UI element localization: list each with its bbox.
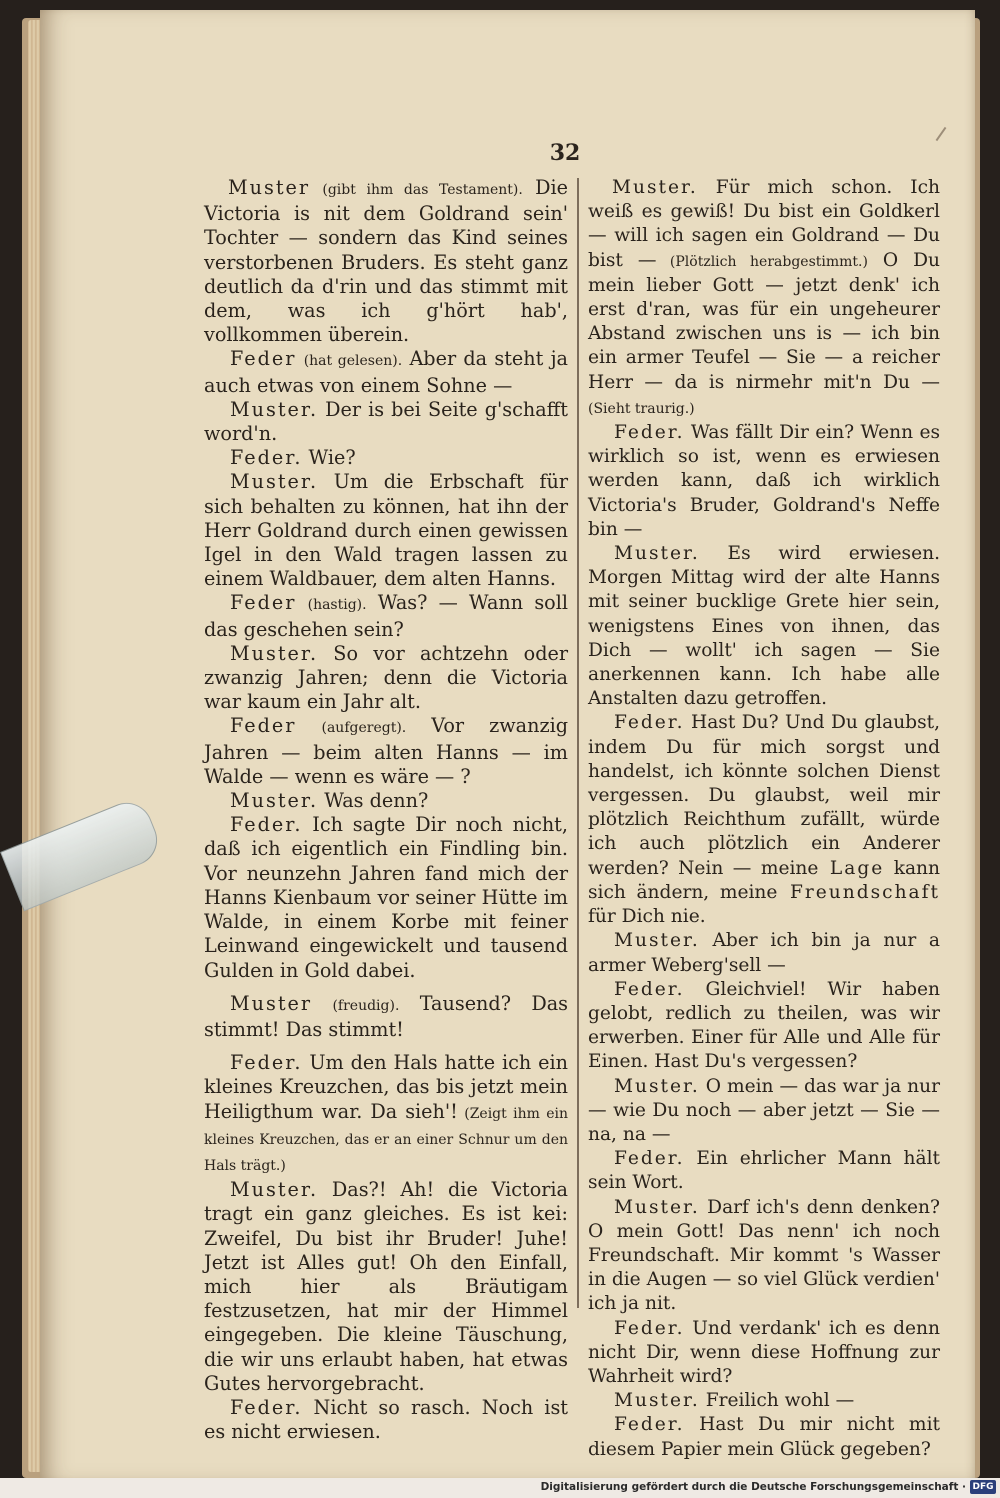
speaker: Muster. [614, 1075, 700, 1097]
speaker: Feder. [614, 712, 685, 734]
speaker: Feder. [614, 422, 685, 444]
speaker: Feder. [230, 1051, 303, 1075]
line-text: O Du mein lieber Gott — jetzt denk' ich erst d'ran, was für ein ungeheurer Abstand zwischen uns is — ich bin ein armer Teufel — Sie — a reicher Herr — da is nirmehr mit'n Du — [588, 249, 940, 393]
speaker: Muster [230, 991, 313, 1015]
stage-direction: (Sieht traurig.) [588, 400, 695, 417]
dialogue-line [204, 642, 568, 715]
dialogue-line [204, 714, 568, 789]
line-text: Darf ich's denn denken? O mein Gott! Das nenn' ich noch Freundschaft. Mir kommt 's Wasser in die Augen — so viel Glück verdien' ich ja nit. [588, 1196, 940, 1315]
line-text: Die Victoria is nit dem Goldrand sein' Tochter — sondern das Kind seines verstorbenen Bruders. Es steht ganz deutlich da d'rin und das stimmt mit dem, was ich g'hört hab', vollkommen überein. [204, 176, 568, 347]
line-text: So vor achtzehn oder zwanzig Jahren; denn die Victoria war kaum ein Jahr alt. [204, 641, 568, 714]
dialogue-line [204, 992, 568, 1042]
dfg-logo: DFG [970, 1480, 996, 1494]
speaker: Feder. [230, 813, 303, 837]
speaker: Muster. [614, 1390, 700, 1412]
line-text: Es wird erwiesen. Morgen Mittag wird der alte Hanns mit seiner bucklige Grete hier sein, wenigstens Eines von ihnen, das Dich — wollt' ich sagen — Sie anerkennen kann. Ich habe alle Anstalten dazu getroffen. [588, 543, 940, 710]
dialogue-line [588, 978, 940, 1075]
stage-direction: (gibt ihm das Testament). [322, 182, 523, 198]
dialogue-line [204, 446, 568, 470]
speaker: Muster. [230, 1178, 319, 1202]
line-text: Vor zwanzig Jahren — beim alten Hanns — im Walde — wenn es wäre — ? [204, 714, 569, 788]
dialogue-line [204, 1396, 568, 1444]
speaker: Feder [230, 591, 297, 615]
column-divider [577, 178, 579, 1308]
speaker: Feder. [614, 978, 685, 1000]
speaker: Muster. [612, 177, 698, 198]
line-text: Nicht so rasch. Noch ist es nicht erwiesen. [204, 1395, 568, 1444]
speaker: Muster. [230, 470, 319, 494]
line-text: Gleichviel! Wir haben gelobt, redlich zu theilen, was wir erwerben. Einer für Alle und Alle für Einen. Hast Du's vergessen? [588, 978, 940, 1073]
line-text: Was? — Wann soll das geschehen sein? [204, 591, 568, 641]
line-text: O mein — das war ja nur — wie Du noch — aber jetzt — Sie — na, na — [588, 1075, 940, 1145]
dialogue-line [204, 1051, 568, 1178]
speaker: Feder [230, 714, 297, 738]
stage-direction: (Plötzlich herabgestimmt.) [656, 253, 868, 270]
line-text: Freilich wohl — [699, 1390, 855, 1412]
dialogue-line [588, 1413, 940, 1461]
dialogue-line [204, 347, 568, 397]
dialogue-line [204, 398, 568, 446]
emphasis: Freundschaft [777, 881, 940, 903]
line-text: Und verdank' ich es denn nicht Dir, wenn diese Hoffnung zur Wahrheit wird? [588, 1317, 940, 1387]
line-text: Ich sagte Dir noch nicht, daß ich eigentlich ein Findling bin. Vor neunzehn Jahren fand mich der Hanns Kienbaum vor seiner Hütte im Walde, in einem Korbe mit feiner Leinwand eingewickelt und tausend Gulden in Gold dabei. [204, 813, 568, 982]
dialogue-line [588, 421, 940, 542]
stage-direction: (hat gelesen). [303, 353, 403, 370]
line-text: Aber da steht ja auch etwas von einem Sohne — [204, 347, 568, 397]
speaker: Feder. [230, 1395, 303, 1419]
stage-direction: (freudig). [332, 997, 400, 1014]
stage-direction: (Zeigt ihm ein kleines Kreuzchen, das er an einer Schnur um den Hals trägt.) [204, 1105, 568, 1174]
line-text: Für mich schon. Ich weiß es gewiß! Du bist ein Goldkerl — will ich sagen ein Goldrand — Du bist — [588, 177, 940, 271]
stage-direction: (hastig). [307, 597, 367, 614]
line-text: Um die Erbschaft für sich behalten zu können, hat ihn der Herr Goldrand durch einen gewissen Igel in den Wald tragen lassen zu einem Waldbauer, dem alten Hanns. [204, 470, 568, 591]
line-text: Was denn? [318, 789, 429, 813]
dialogue-line [588, 1147, 940, 1195]
dialogue-line [588, 176, 940, 421]
left-column [204, 176, 568, 1444]
dialogue-line [588, 1317, 940, 1390]
speaker: Muster. [230, 789, 319, 813]
page-number: 32 [549, 140, 581, 166]
dialogue-line [588, 1389, 940, 1413]
speaker: Muster. [614, 543, 700, 565]
line-text: kann sich ändern, meine [588, 857, 941, 903]
line-text: Was fällt Dir ein? Wenn es wirklich so ist, wenn es erwiesen werden kann, daß ich wirklich Victoria's Bruder, Goldrand's Neffe bin — [588, 422, 940, 540]
dialogue-line [204, 591, 568, 641]
line-text: Hast Du? Und Du glaubst, indem Du für mich sorgst und handelst, ich könnte solchen Dienst vergessen. Du glaubst, weil mir plötzlich Reichthum zufällt, würde ich auch plötzlich ein Anderer werden? Nein — meine [588, 712, 940, 879]
dialogue-line [588, 711, 940, 929]
speaker: Feder. [614, 1414, 685, 1436]
dialogue-line [588, 1196, 940, 1317]
speaker: Muster. [230, 641, 319, 665]
speaker: Muster. [614, 930, 700, 952]
right-column [588, 176, 940, 1462]
stage-direction: (aufgeregt). [321, 720, 407, 737]
line-text: Um den Hals hatte ich ein kleines Kreuzchen, das bis jetzt mein Heiligthum war. Da sieh'! [204, 1051, 568, 1123]
line-text: Hast Du mir nicht mit diesem Papier mein Glück gegeben? [588, 1414, 940, 1460]
speaker: Muster. [230, 397, 319, 421]
line-text: für Dich nie. [588, 906, 706, 928]
emphasis: Lage [818, 857, 885, 879]
funding-credit: Digitalisierung gefördert durch die Deutsche Forschungsgemeinschaft · [540, 1481, 966, 1493]
line-text: Aber ich bin ja nur a armer Weberg'sell — [588, 930, 940, 976]
speaker: Feder. [614, 1317, 685, 1339]
line-text: Der is bei Seite g'schafft word'n. [204, 397, 568, 446]
dialogue-line [204, 1178, 568, 1396]
dialogue-line [204, 176, 568, 347]
speaker: Muster. [614, 1196, 700, 1218]
dialogue-line [588, 929, 940, 977]
dialogue-line [204, 813, 568, 982]
dialogue-line [204, 470, 568, 591]
line-text: Wie? [302, 446, 356, 470]
speaker: Muster [228, 176, 311, 199]
speaker: Feder. [614, 1148, 685, 1170]
speaker: Feder. [230, 446, 303, 470]
line-text: Ein ehrlicher Mann hält sein Wort. [588, 1148, 940, 1194]
line-text: Das?! Ah! die Victoria tragt ein ganz gleiches. Es ist kei: Zweifel, Du bist ihr Bruder! Juhe! Jetzt ist Alles gut! Oh den Einfall, mich hier als Bräutigam festzusetzen, hat mir der Himmel eingegeben. Die kleine Täuschung, die wir uns erlaubt haben, hat etwas Gutes hervorgebracht. [204, 1178, 568, 1395]
dialogue-line [588, 1075, 940, 1148]
dialogue-line [588, 542, 940, 711]
speaker: Feder [230, 347, 297, 371]
dialogue-line [204, 789, 568, 813]
line-text: Tausend? Das stimmt! Das stimmt! [204, 991, 568, 1041]
